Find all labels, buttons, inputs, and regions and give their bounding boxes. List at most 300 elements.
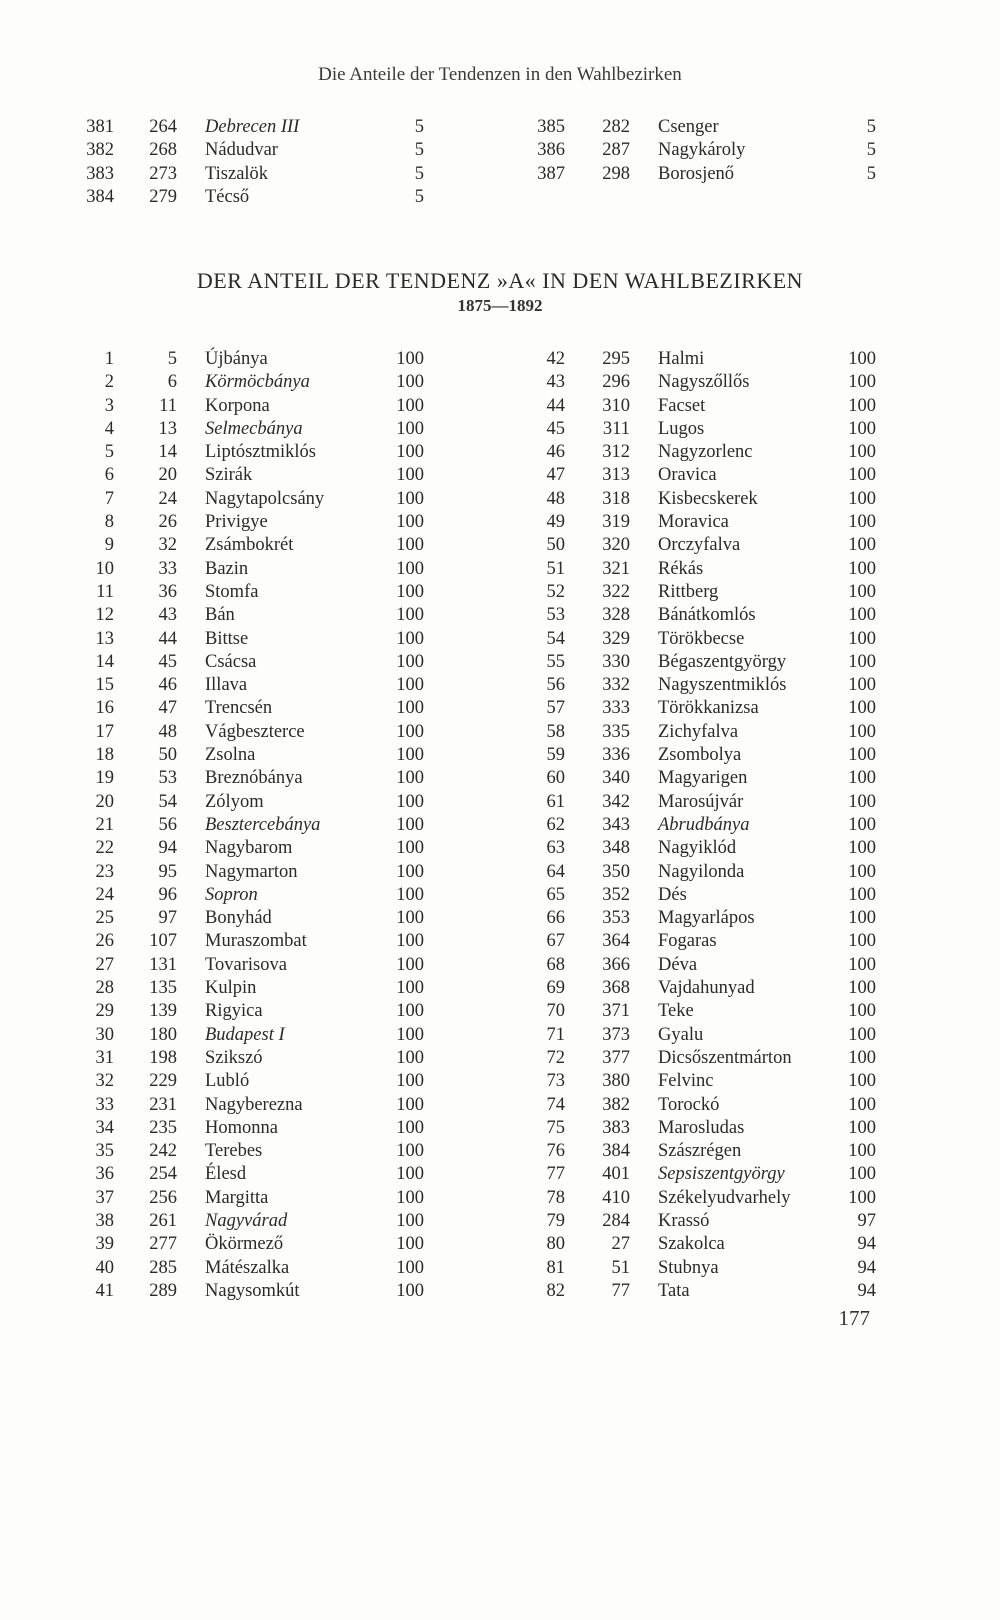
district-name: Nagyiklód <box>658 838 737 859</box>
district-name: Nagytapolcsány <box>205 488 325 509</box>
table-row <box>84 861 444 884</box>
row-number: 48 <box>546 488 565 509</box>
table-row <box>84 1210 444 1233</box>
table-row <box>84 1117 444 1140</box>
row-number: 37 <box>95 1187 114 1208</box>
table-row <box>84 186 444 209</box>
district-name: Magyarlápos <box>658 908 755 929</box>
row-number: 29 <box>95 1001 114 1022</box>
table-row <box>84 534 444 557</box>
main-table-left <box>84 348 444 1303</box>
row-number: 45 <box>546 418 565 439</box>
district-id: 285 <box>149 1257 177 1278</box>
district-name: Felvinc <box>658 1071 714 1092</box>
table-row <box>84 1094 444 1117</box>
table-row <box>535 791 895 814</box>
district-id: 97 <box>158 908 177 929</box>
share-value: 100 <box>848 1001 876 1022</box>
district-name: Halmi <box>658 349 705 369</box>
district-id: 377 <box>602 1047 630 1068</box>
district-id: 51 <box>611 1257 630 1278</box>
district-id: 352 <box>602 884 630 905</box>
district-id: 273 <box>149 163 177 184</box>
share-value: 100 <box>848 372 876 393</box>
row-number: 76 <box>546 1141 565 1162</box>
row-number: 40 <box>95 1257 114 1278</box>
row-number: 65 <box>546 884 565 905</box>
share-value: 100 <box>848 349 876 369</box>
row-number: 382 <box>86 140 114 161</box>
district-id: 14 <box>158 442 177 463</box>
share-value: 100 <box>396 1187 424 1208</box>
row-number: 67 <box>546 931 565 952</box>
district-name: Selmecbánya <box>205 418 303 439</box>
district-id: 321 <box>602 558 630 579</box>
table-row <box>84 697 444 720</box>
row-number: 21 <box>95 814 114 835</box>
district-name: Breznóbánya <box>205 768 303 789</box>
row-number: 386 <box>537 140 565 161</box>
district-id: 20 <box>158 465 177 486</box>
row-number: 71 <box>546 1024 565 1045</box>
share-value: 100 <box>396 908 424 929</box>
district-name: Zsámbokrét <box>205 535 294 556</box>
district-name: Nagyberezna <box>205 1094 303 1115</box>
row-number: 387 <box>537 163 565 184</box>
district-id: 5 <box>167 349 177 369</box>
district-name: Nagyszentmiklós <box>658 675 787 696</box>
share-value: 100 <box>848 651 876 672</box>
share-value: 100 <box>396 1210 424 1231</box>
district-name: Szakolca <box>658 1234 725 1255</box>
row-number: 22 <box>95 838 114 859</box>
district-name: Sopron <box>205 884 258 905</box>
main-table-right <box>535 348 895 1303</box>
district-name: Técső <box>205 186 250 207</box>
district-id: 368 <box>602 978 630 999</box>
share-value: 100 <box>848 488 876 509</box>
row-number: 77 <box>546 1164 565 1185</box>
district-name: Abrudbánya <box>658 814 750 835</box>
share-value: 100 <box>396 1071 424 1092</box>
row-number: 9 <box>104 535 114 556</box>
district-name: Terebes <box>205 1141 263 1162</box>
share-value: 100 <box>396 372 424 393</box>
share-value: 100 <box>396 768 424 789</box>
district-name: Magyarigen <box>658 768 748 789</box>
district-name: Kisbecskerek <box>658 488 758 509</box>
share-value: 100 <box>396 395 424 416</box>
share-value: 100 <box>848 745 876 766</box>
table-row <box>84 767 444 790</box>
row-number: 3 <box>104 395 114 416</box>
district-name: Ökörmező <box>205 1234 284 1255</box>
table-row <box>535 1163 895 1186</box>
district-id: 322 <box>602 581 630 602</box>
row-number: 81 <box>546 1257 565 1278</box>
share-value: 100 <box>848 861 876 882</box>
row-number: 55 <box>546 651 565 672</box>
table-row <box>535 861 895 884</box>
district-name: Zichyfalva <box>658 721 739 742</box>
district-id: 53 <box>158 768 177 789</box>
row-number: 35 <box>95 1141 114 1162</box>
table-row <box>84 721 444 744</box>
share-value: 100 <box>848 698 876 719</box>
row-number: 17 <box>95 721 114 742</box>
table-row <box>535 814 895 837</box>
district-name: Bonyhád <box>205 908 272 929</box>
district-name: Lugos <box>658 418 705 439</box>
district-id: 364 <box>602 931 630 952</box>
row-number: 15 <box>95 675 114 696</box>
row-number: 72 <box>546 1047 565 1068</box>
table-row <box>84 884 444 907</box>
share-value: 100 <box>848 931 876 952</box>
row-number: 384 <box>86 186 114 207</box>
district-name: Bittse <box>205 628 249 649</box>
share-value: 5 <box>866 163 876 184</box>
district-name: Besztercebánya <box>205 814 321 835</box>
district-name: Mátészalka <box>205 1257 290 1278</box>
district-name: Lubló <box>205 1071 250 1092</box>
district-name: Trencsén <box>205 698 273 719</box>
district-id: 24 <box>158 488 177 509</box>
row-number: 32 <box>95 1071 114 1092</box>
section-title: DER ANTEIL DER TENDENZ »A« IN DEN WAHLBEZIRKEN <box>196 268 804 293</box>
share-value: 100 <box>848 442 876 463</box>
district-name: Vajdahunyad <box>658 978 755 999</box>
district-id: 382 <box>602 1094 630 1115</box>
district-name: Debrecen III <box>205 117 300 137</box>
district-name: Krassó <box>658 1210 710 1231</box>
table-row <box>535 674 895 697</box>
table-row <box>535 1117 895 1140</box>
table-row <box>84 651 444 674</box>
district-id: 96 <box>158 884 177 905</box>
share-value: 100 <box>396 1141 424 1162</box>
row-number: 12 <box>95 605 114 626</box>
district-id: 180 <box>149 1024 177 1045</box>
table-row <box>84 139 444 162</box>
district-name: Dicsőszentmárton <box>658 1047 792 1068</box>
table-row <box>84 1070 444 1093</box>
district-name: Facset <box>658 395 706 416</box>
district-name: Torockó <box>658 1094 720 1115</box>
table-row <box>535 1187 895 1210</box>
table-row <box>535 744 895 767</box>
district-id: 56 <box>158 814 177 835</box>
page-number: 177 <box>838 1306 870 1330</box>
table-row <box>84 1163 444 1186</box>
table-row <box>535 1140 895 1163</box>
share-value: 94 <box>857 1234 876 1255</box>
row-number: 59 <box>546 745 565 766</box>
district-name: Nagyzorlenc <box>658 442 753 463</box>
share-value: 100 <box>396 675 424 696</box>
share-value: 100 <box>396 605 424 626</box>
district-id: 135 <box>149 978 177 999</box>
district-id: 95 <box>158 861 177 882</box>
district-id: 287 <box>602 140 630 161</box>
share-value: 100 <box>396 1094 424 1115</box>
district-name: Bán <box>205 605 235 626</box>
row-number: 53 <box>546 605 565 626</box>
row-number: 28 <box>95 978 114 999</box>
district-name: Teke <box>658 1001 694 1022</box>
row-number: 31 <box>95 1047 114 1068</box>
district-name: Nagykároly <box>658 140 746 161</box>
share-value: 100 <box>848 954 876 975</box>
share-value: 100 <box>848 535 876 556</box>
district-id: 264 <box>149 117 177 137</box>
table-row <box>535 651 895 674</box>
share-value: 100 <box>396 954 424 975</box>
table-row <box>84 464 444 487</box>
row-number: 30 <box>95 1024 114 1045</box>
district-id: 313 <box>602 465 630 486</box>
row-number: 383 <box>86 163 114 184</box>
table-row <box>84 371 444 394</box>
district-id: 45 <box>158 651 177 672</box>
district-id: 235 <box>149 1117 177 1138</box>
table-row <box>535 395 895 418</box>
table-row <box>535 1000 895 1023</box>
district-name: Tata <box>658 1280 690 1301</box>
row-number: 58 <box>546 721 565 742</box>
share-value: 100 <box>848 512 876 533</box>
share-value: 100 <box>848 978 876 999</box>
share-value: 5 <box>414 117 424 137</box>
share-value: 100 <box>396 349 424 369</box>
district-id: 310 <box>602 395 630 416</box>
district-id: 410 <box>602 1187 630 1208</box>
row-number: 36 <box>95 1164 114 1185</box>
district-name: Szirák <box>205 465 253 486</box>
table-row <box>535 348 895 371</box>
row-number: 5 <box>104 442 114 463</box>
row-number: 2 <box>104 372 114 393</box>
share-value: 100 <box>848 605 876 626</box>
district-id: 328 <box>602 605 630 626</box>
table-row <box>84 1280 444 1303</box>
row-number: 52 <box>546 581 565 602</box>
district-id: 371 <box>602 1001 630 1022</box>
row-number: 68 <box>546 954 565 975</box>
share-value: 100 <box>396 581 424 602</box>
share-value: 100 <box>848 418 876 439</box>
district-id: 373 <box>602 1024 630 1045</box>
district-id: 44 <box>158 628 177 649</box>
row-number: 26 <box>95 931 114 952</box>
table-row <box>84 441 444 464</box>
share-value: 100 <box>848 1024 876 1045</box>
district-name: Rigyica <box>205 1001 263 1022</box>
share-value: 100 <box>396 931 424 952</box>
table-row <box>535 441 895 464</box>
row-number: 16 <box>95 698 114 719</box>
share-value: 100 <box>396 721 424 742</box>
district-id: 198 <box>149 1047 177 1068</box>
table-row <box>535 1047 895 1070</box>
row-number: 70 <box>546 1001 565 1022</box>
share-value: 100 <box>396 1257 424 1278</box>
district-name: Homonna <box>205 1117 278 1138</box>
share-value: 97 <box>857 1210 876 1231</box>
table-row <box>535 581 895 604</box>
district-name: Stomfa <box>205 581 259 602</box>
share-value: 100 <box>848 465 876 486</box>
row-number: 20 <box>95 791 114 812</box>
district-name: Rékás <box>658 558 704 579</box>
district-id: 296 <box>602 372 630 393</box>
district-id: 107 <box>149 931 177 952</box>
table-row <box>84 1257 444 1280</box>
row-number: 79 <box>546 1210 565 1231</box>
district-name: Körmöcbánya <box>205 372 310 393</box>
share-value: 100 <box>848 721 876 742</box>
district-id: 343 <box>602 814 630 835</box>
district-id: 254 <box>149 1164 177 1185</box>
share-value: 100 <box>848 581 876 602</box>
share-value: 100 <box>396 558 424 579</box>
share-value: 100 <box>848 1141 876 1162</box>
district-name: Törökkanizsa <box>658 698 759 719</box>
district-name: Sepsiszentgyörgy <box>658 1164 785 1185</box>
table-row <box>535 767 895 790</box>
district-name: Muraszombat <box>205 931 307 952</box>
share-value: 100 <box>848 884 876 905</box>
district-id: 54 <box>158 791 177 812</box>
row-number: 8 <box>104 512 114 533</box>
row-number: 51 <box>546 558 565 579</box>
table-row <box>535 930 895 953</box>
table-row <box>535 1233 895 1256</box>
district-id: 33 <box>158 558 177 579</box>
district-id: 348 <box>602 838 630 859</box>
share-value: 94 <box>857 1257 876 1278</box>
row-number: 7 <box>104 488 114 509</box>
district-id: 336 <box>602 745 630 766</box>
share-value: 100 <box>848 1187 876 1208</box>
table-row <box>84 814 444 837</box>
row-number: 49 <box>546 512 565 533</box>
district-name: Gyalu <box>658 1024 704 1045</box>
district-name: Dés <box>658 884 687 905</box>
district-id: 384 <box>602 1141 630 1162</box>
row-number: 75 <box>546 1117 565 1138</box>
district-name: Csenger <box>658 117 719 137</box>
district-id: 312 <box>602 442 630 463</box>
row-number: 38 <box>95 1210 114 1231</box>
district-id: 333 <box>602 698 630 719</box>
row-number: 23 <box>95 861 114 882</box>
row-number: 50 <box>546 535 565 556</box>
share-value: 100 <box>396 745 424 766</box>
district-id: 268 <box>149 140 177 161</box>
row-number: 73 <box>546 1071 565 1092</box>
table-row <box>535 464 895 487</box>
district-name: Illava <box>205 675 248 696</box>
share-value: 100 <box>396 1164 424 1185</box>
row-number: 64 <box>546 861 565 882</box>
district-name: Orczyfalva <box>658 535 741 556</box>
row-number: 385 <box>537 117 565 137</box>
district-name: Törökbecse <box>658 628 745 649</box>
row-number: 57 <box>546 698 565 719</box>
table-row <box>84 1187 444 1210</box>
table-row <box>535 721 895 744</box>
share-value: 100 <box>396 978 424 999</box>
table-row <box>535 116 895 139</box>
district-id: 350 <box>602 861 630 882</box>
district-name: Stubnya <box>658 1257 719 1278</box>
row-number: 62 <box>546 814 565 835</box>
table-row <box>535 954 895 977</box>
row-number: 18 <box>95 745 114 766</box>
share-value: 100 <box>396 628 424 649</box>
table-row <box>84 581 444 604</box>
district-name: Újbánya <box>205 349 268 369</box>
district-id: 289 <box>149 1280 177 1301</box>
table-row <box>535 139 895 162</box>
table-row <box>535 1280 895 1303</box>
row-number: 39 <box>95 1234 114 1255</box>
table-row <box>84 348 444 371</box>
table-row <box>535 837 895 860</box>
share-value: 100 <box>396 838 424 859</box>
row-number: 60 <box>546 768 565 789</box>
top-table-left <box>84 116 444 209</box>
table-row <box>84 744 444 767</box>
table-row <box>535 697 895 720</box>
row-number: 54 <box>546 628 565 649</box>
district-name: Marosludas <box>658 1117 745 1138</box>
row-number: 74 <box>546 1094 565 1115</box>
district-id: 50 <box>158 745 177 766</box>
share-value: 100 <box>848 1071 876 1092</box>
district-name: Székelyudvarhely <box>658 1187 791 1208</box>
row-number: 56 <box>546 675 565 696</box>
table-row <box>535 1024 895 1047</box>
share-value: 100 <box>396 884 424 905</box>
table-row <box>84 954 444 977</box>
district-id: 282 <box>602 117 630 137</box>
table-row <box>535 884 895 907</box>
district-name: Privigye <box>205 512 268 533</box>
table-row <box>535 534 895 557</box>
district-id: 353 <box>602 908 630 929</box>
share-value: 100 <box>848 1047 876 1068</box>
district-id: 242 <box>149 1141 177 1162</box>
table-row <box>535 418 895 441</box>
share-value: 5 <box>866 117 876 137</box>
district-name: Rittberg <box>658 581 719 602</box>
table-row <box>535 604 895 627</box>
share-value: 100 <box>396 512 424 533</box>
row-number: 4 <box>104 418 114 439</box>
share-value: 100 <box>848 1117 876 1138</box>
table-row <box>84 930 444 953</box>
row-number: 27 <box>95 954 114 975</box>
district-id: 380 <box>602 1071 630 1092</box>
table-row <box>84 628 444 651</box>
share-value: 100 <box>396 1117 424 1138</box>
table-row <box>84 791 444 814</box>
table-row <box>535 628 895 651</box>
district-id: 342 <box>602 791 630 812</box>
district-id: 77 <box>611 1280 630 1301</box>
